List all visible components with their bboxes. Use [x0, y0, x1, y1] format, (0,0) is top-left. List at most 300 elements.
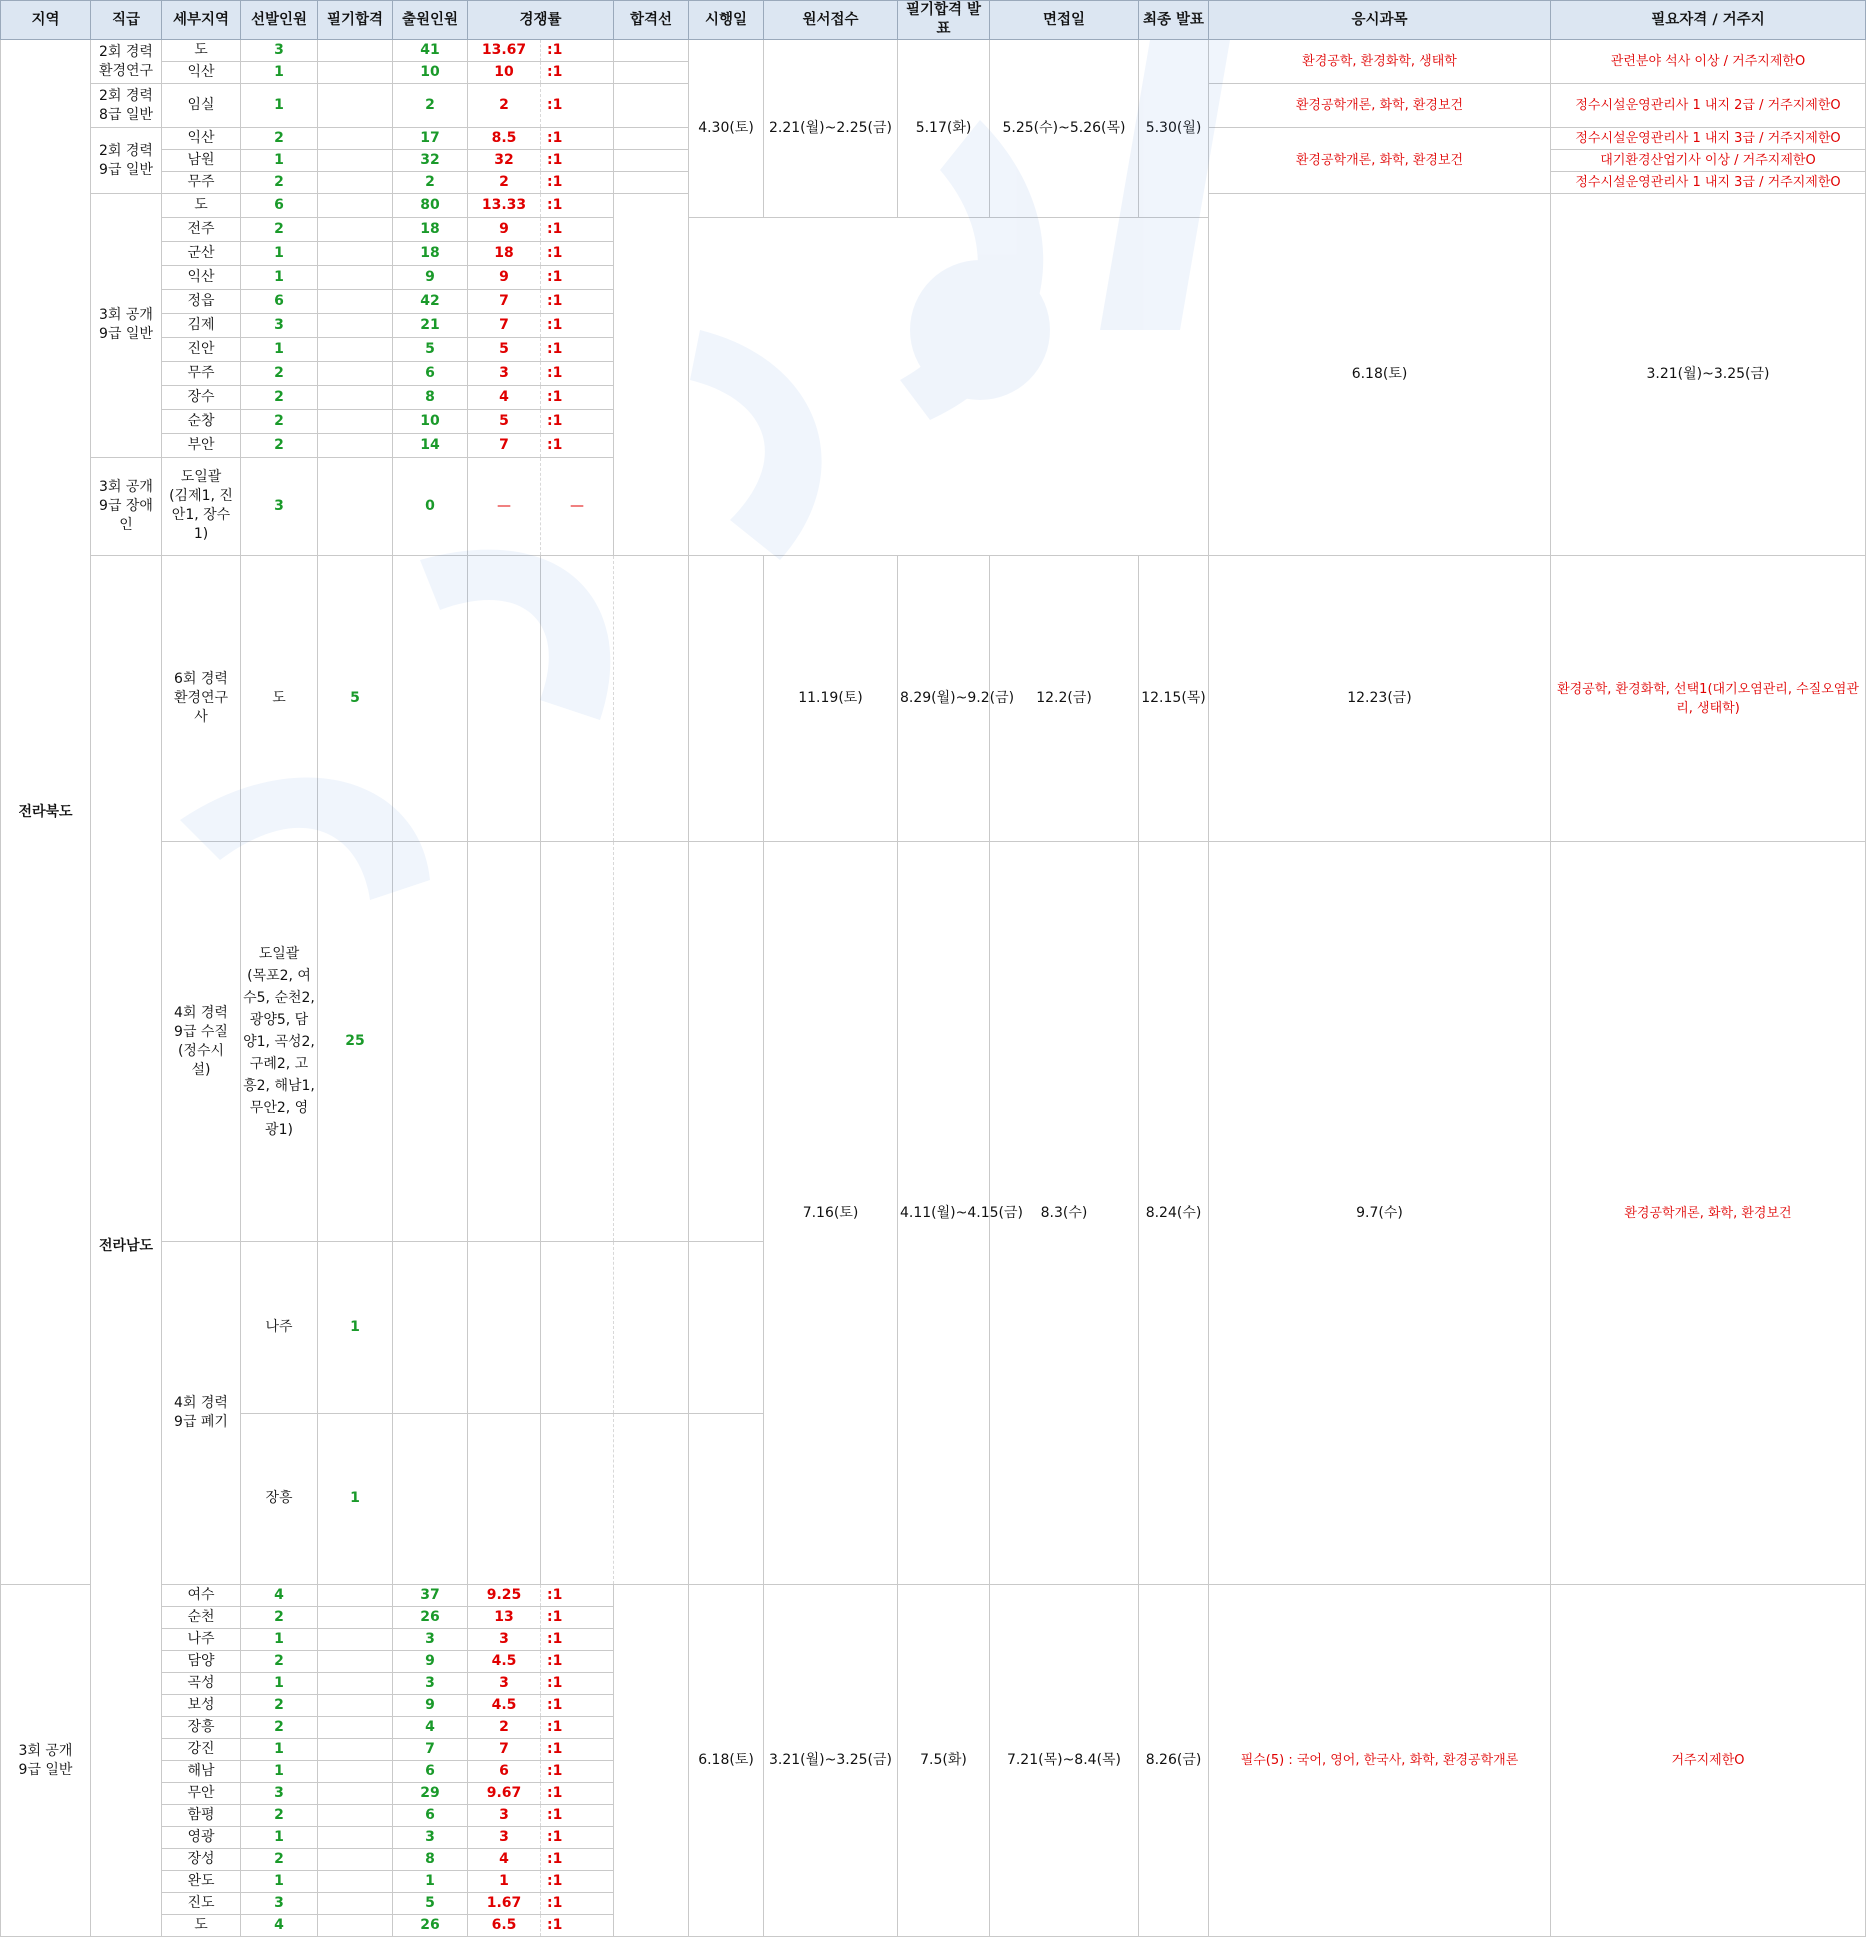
subregion-cell: 무주	[162, 361, 241, 385]
cutoff-cell	[614, 62, 689, 84]
col-header-written-announce: 필기합격 발표	[898, 1, 990, 40]
ratio-cell: 13.67	[468, 40, 541, 62]
ratio-suffix-cell: :1	[541, 289, 614, 313]
rank-cell: 2회 경력 8급 일반	[91, 84, 162, 128]
subjects-cell: 환경공학, 환경화학, 생태학	[1209, 40, 1551, 84]
col-header-competition: 경쟁률	[468, 1, 614, 40]
subregion-cell: 나주	[241, 1242, 318, 1414]
application-cell: 2.21(월)~2.25(금)	[764, 40, 898, 218]
ratio-suffix-cell: :1	[541, 1739, 614, 1761]
rank-cell: 4회 경력 9급 수질 (정수시 설)	[162, 842, 241, 1242]
subregion-cell: 도일괄 (김제1, 진 안1, 장수 1)	[162, 457, 241, 555]
written-pass-cell	[393, 842, 468, 1242]
written-pass-cell	[318, 1607, 393, 1629]
ratio-cell: 7	[468, 433, 541, 457]
selected-cell: 1	[241, 84, 318, 128]
selected-cell: 1	[241, 1629, 318, 1651]
ratio-cell: 7	[468, 313, 541, 337]
table-row	[1, 1585, 1866, 1607]
ratio-suffix-cell: :1	[541, 1915, 614, 1937]
applicants-cell: 9	[393, 1651, 468, 1673]
ratio-cell: 9.25	[468, 1585, 541, 1607]
written-pass-cell	[318, 265, 393, 289]
written-pass-cell	[318, 150, 393, 172]
col-header-selected: 선발인원	[241, 1, 318, 40]
subregion-cell: 해남	[162, 1761, 241, 1783]
written-pass-cell	[318, 1805, 393, 1827]
selected-cell: 2	[241, 128, 318, 150]
cutoff-cell	[614, 1585, 689, 1937]
selected-cell: 1	[241, 150, 318, 172]
ratio-cell: 32	[468, 150, 541, 172]
applicants-cell: 6	[393, 361, 468, 385]
col-header-qualification: 필요자격 / 거주지	[1551, 1, 1866, 40]
application-cell: 3.21(월)~3.25(금)	[1551, 194, 1866, 556]
col-header-interview: 면접일	[990, 1, 1139, 40]
ratio-cell: 9	[468, 217, 541, 241]
ratio-cell: 4.5	[468, 1695, 541, 1717]
subregion-cell: 진도	[162, 1893, 241, 1915]
ratio-suffix-cell: :1	[541, 1673, 614, 1695]
ratio-suffix-cell: :1	[541, 1871, 614, 1893]
ratio-cell: 5	[468, 337, 541, 361]
ratio-cell: 3	[468, 361, 541, 385]
selected-cell: 3	[241, 1893, 318, 1915]
selected-cell: 5	[318, 556, 393, 842]
applicants-cell: 6	[393, 1761, 468, 1783]
ratio-suffix-cell: :1	[541, 1827, 614, 1849]
subregion-cell: 도일괄 (목포2, 여 수5, 순천2, 광양5, 담 양1, 곡성2, 구례2, 고 흥2, 해남1, 무안2, 영 광1)	[241, 842, 318, 1242]
ratio-suffix-cell: :1	[541, 62, 614, 84]
selected-cell: 1	[241, 1827, 318, 1849]
written-pass-cell	[318, 217, 393, 241]
ratio-cell: 1	[468, 1871, 541, 1893]
applicants-cell: 14	[393, 433, 468, 457]
qualification-cell: 정수시설운영관리사 1 내지 2급 / 거주지제한O	[1551, 84, 1866, 128]
written-pass-cell	[318, 1915, 393, 1937]
subregion-cell: 정읍	[162, 289, 241, 313]
applicants-cell: 2	[393, 84, 468, 128]
col-header-application: 원서접수	[764, 1, 898, 40]
ratio-suffix-cell: :1	[541, 1695, 614, 1717]
exam-date-cell: 11.19(토)	[764, 556, 898, 842]
selected-cell: 2	[241, 172, 318, 194]
ratio-suffix-cell: :1	[541, 1651, 614, 1673]
interview-cell: 8.24(수)	[1139, 842, 1209, 1585]
selected-cell: 1	[241, 265, 318, 289]
written-pass-cell	[318, 1651, 393, 1673]
ratio-suffix-cell: :1	[541, 128, 614, 150]
ratio-suffix-cell: :1	[541, 84, 614, 128]
selected-cell: 1	[241, 1739, 318, 1761]
col-header-subjects: 응시과목	[1209, 1, 1551, 40]
applicants-cell	[468, 556, 541, 842]
written-pass-cell	[318, 1585, 393, 1607]
selected-cell: 2	[241, 1607, 318, 1629]
ratio-cell: 13.33	[468, 194, 541, 218]
exam-date-cell: 7.16(토)	[764, 842, 898, 1585]
selected-cell: 1	[241, 1761, 318, 1783]
ratio-cell	[541, 556, 614, 842]
interview-cell: 5.25(수)~5.26(목)	[990, 40, 1139, 218]
applicants-cell: 18	[393, 217, 468, 241]
rank-cell: 3회 공개 9급 일반	[91, 194, 162, 458]
ratio-suffix-cell: :1	[541, 194, 614, 218]
subregion-cell: 익산	[162, 62, 241, 84]
selected-cell: 1	[241, 1871, 318, 1893]
ratio-cell	[541, 1242, 614, 1414]
selected-cell: 2	[241, 433, 318, 457]
subregion-cell: 임실	[162, 84, 241, 128]
ratio-cell	[541, 842, 614, 1242]
ratio-suffix-cell	[614, 556, 689, 842]
cutoff-cell	[689, 842, 764, 1242]
region-cell: 전라북도	[1, 40, 91, 1585]
applicants-cell: 37	[393, 1585, 468, 1607]
ratio-suffix-cell: :1	[541, 1585, 614, 1607]
selected-cell: 1	[241, 337, 318, 361]
final-cell: 8.26(금)	[1139, 1585, 1209, 1937]
cutoff-cell	[614, 172, 689, 194]
written-pass-cell	[318, 1827, 393, 1849]
written-announce-cell: 8.3(수)	[990, 842, 1139, 1585]
final-cell: 9.7(수)	[1209, 842, 1551, 1585]
selected-cell: 3	[241, 313, 318, 337]
selected-cell: 6	[241, 289, 318, 313]
subregion-cell: 강진	[162, 1739, 241, 1761]
ratio-suffix-cell: :1	[541, 40, 614, 62]
written-pass-cell	[318, 1893, 393, 1915]
applicants-cell: 10	[393, 409, 468, 433]
subregion-cell: 도	[241, 556, 318, 842]
ratio-suffix-cell: :1	[541, 385, 614, 409]
rank-cell: 6회 경력 환경연구 사	[162, 556, 241, 842]
written-pass-cell	[318, 385, 393, 409]
written-pass-cell	[318, 1717, 393, 1739]
ratio-cell: 9	[468, 265, 541, 289]
selected-cell: 1	[241, 1673, 318, 1695]
subregion-cell: 익산	[162, 128, 241, 150]
applicants-cell: 26	[393, 1607, 468, 1629]
ratio-cell: 4	[468, 385, 541, 409]
exam-date-cell: 6.18(토)	[1209, 194, 1551, 556]
col-header-applicants: 출원인원	[393, 1, 468, 40]
region-cell: 전라남도	[91, 556, 162, 1937]
written-pass-cell	[318, 172, 393, 194]
cutoff-cell	[689, 1413, 764, 1585]
subregion-cell: 익산	[162, 265, 241, 289]
subjects-cell: 환경공학, 환경화학, 선택1(대기오염관리, 수질오염관리, 생태학)	[1551, 556, 1866, 842]
written-pass-cell	[318, 1739, 393, 1761]
col-header-subregion: 세부지역	[162, 1, 241, 40]
applicants-cell: 17	[393, 128, 468, 150]
written-pass-cell	[318, 1695, 393, 1717]
rank-cell: 3회 공개 9급 일반	[1, 1585, 91, 1937]
written-pass-cell	[318, 241, 393, 265]
subregion-cell: 나주	[162, 1629, 241, 1651]
ratio-cell	[541, 1413, 614, 1585]
qualification-cell: 정수시설운영관리사 1 내지 3급 / 거주지제한O	[1551, 128, 1866, 150]
subregion-cell: 장성	[162, 1849, 241, 1871]
ratio-cell: 2	[468, 84, 541, 128]
cutoff-cell	[614, 84, 689, 128]
subregion-cell: 순창	[162, 409, 241, 433]
subregion-cell: 도	[162, 1915, 241, 1937]
rank-cell: 2회 경력 9급 일반	[91, 128, 162, 194]
application-cell: 8.29(월)~9.2(금)	[898, 556, 990, 842]
subregion-cell: 부안	[162, 433, 241, 457]
col-header-rank: 직급	[91, 1, 162, 40]
written-pass-cell	[318, 337, 393, 361]
table-row	[1, 556, 1866, 842]
ratio-cell: 9.67	[468, 1783, 541, 1805]
subregion-cell: 영광	[162, 1827, 241, 1849]
header-row	[1, 1, 1866, 40]
selected-cell: 2	[241, 1805, 318, 1827]
applicants-cell: 80	[393, 194, 468, 218]
applicants-cell	[468, 842, 541, 1242]
subregion-cell: 김제	[162, 313, 241, 337]
written-pass-cell	[318, 40, 393, 62]
interview-cell: 12.15(목)	[1139, 556, 1209, 842]
subregion-cell: 장흥	[162, 1717, 241, 1739]
final-cell: 12.23(금)	[1209, 556, 1551, 842]
written-pass-cell	[318, 361, 393, 385]
applicants-cell: 1	[393, 1871, 468, 1893]
ratio-cell: 2	[468, 1717, 541, 1739]
subregion-cell: 군산	[162, 241, 241, 265]
written-announce-cell: 12.2(금)	[990, 556, 1139, 842]
subjects-cell: 환경공학개론, 화학, 환경보건	[1551, 842, 1866, 1585]
written-pass-cell	[393, 1242, 468, 1414]
ratio-suffix-cell	[614, 842, 689, 1242]
ratio-suffix-cell: :1	[541, 1629, 614, 1651]
selected-cell: 2	[241, 361, 318, 385]
applicants-cell: 6	[393, 1805, 468, 1827]
final-cell: 5.30(월)	[1139, 40, 1209, 218]
selected-cell: 4	[241, 1915, 318, 1937]
written-pass-cell	[318, 1761, 393, 1783]
subregion-cell: 도	[162, 194, 241, 218]
written-announce-cell: 5.17(화)	[898, 40, 990, 218]
ratio-suffix-cell: :1	[541, 1717, 614, 1739]
applicants-cell	[468, 1242, 541, 1414]
ratio-cell: 3	[468, 1629, 541, 1651]
written-pass-cell	[318, 409, 393, 433]
ratio-suffix-cell: :1	[541, 361, 614, 385]
ratio-cell: 18	[468, 241, 541, 265]
applicants-cell: 3	[393, 1629, 468, 1651]
ratio-suffix-cell: :1	[541, 433, 614, 457]
subregion-cell: 무안	[162, 1783, 241, 1805]
written-announce-cell: 7.5(화)	[898, 1585, 990, 1937]
written-pass-cell	[318, 1673, 393, 1695]
rank-cell: 2회 경력 환경연구	[91, 40, 162, 84]
ratio-cell: 10	[468, 62, 541, 84]
cutoff-cell	[689, 1242, 764, 1414]
subregion-cell: 진안	[162, 337, 241, 361]
ratio-suffix-cell: :1	[541, 1607, 614, 1629]
col-header-cutoff: 합격선	[614, 1, 689, 40]
ratio-cell: 13	[468, 1607, 541, 1629]
selected-cell: 2	[241, 385, 318, 409]
applicants-cell: 9	[393, 1695, 468, 1717]
ratio-cell: —	[468, 457, 541, 555]
written-pass-cell	[318, 62, 393, 84]
application-cell: 4.11(월)~4.15(금)	[898, 842, 990, 1585]
subregion-cell: 완도	[162, 1871, 241, 1893]
ratio-cell: 3	[468, 1673, 541, 1695]
selected-cell: 1	[241, 241, 318, 265]
applicants-cell: 10	[393, 62, 468, 84]
written-pass-cell	[393, 1413, 468, 1585]
written-pass-cell	[318, 1783, 393, 1805]
cutoff-cell	[614, 40, 689, 62]
written-pass-cell	[318, 289, 393, 313]
table-row	[1, 842, 1866, 1242]
selected-cell: 2	[241, 409, 318, 433]
subregion-cell: 장흥	[241, 1413, 318, 1585]
applicants-cell: 32	[393, 150, 468, 172]
ratio-suffix-cell: :1	[541, 172, 614, 194]
selected-cell: 3	[241, 1783, 318, 1805]
table-row	[1, 40, 1866, 62]
ratio-cell: 6.5	[468, 1915, 541, 1937]
selected-cell: 1	[241, 62, 318, 84]
ratio-suffix-cell: :1	[541, 241, 614, 265]
applicants-cell: 9	[393, 265, 468, 289]
ratio-cell: 2	[468, 172, 541, 194]
qualification-cell: 정수시설운영관리사 1 내지 3급 / 거주지제한O	[1551, 172, 1866, 194]
selected-cell: 25	[318, 842, 393, 1242]
selected-cell: 2	[241, 1717, 318, 1739]
ratio-suffix-cell: :1	[541, 150, 614, 172]
application-cell: 3.21(월)~3.25(금)	[764, 1585, 898, 1937]
ratio-cell: 7	[468, 1739, 541, 1761]
ratio-suffix-cell: —	[541, 457, 614, 555]
ratio-suffix-cell	[614, 1413, 689, 1585]
subregion-cell: 도	[162, 40, 241, 62]
ratio-cell: 4	[468, 1849, 541, 1871]
applicants-cell: 21	[393, 313, 468, 337]
subregion-cell: 순천	[162, 1607, 241, 1629]
applicants-cell: 3	[393, 1673, 468, 1695]
qualification-cell: 관련분야 석사 이상 / 거주지제한O	[1551, 40, 1866, 84]
rank-cell: 3회 공개 9급 장애 인	[91, 457, 162, 555]
ratio-cell: 7	[468, 289, 541, 313]
selected-cell: 4	[241, 1585, 318, 1607]
written-pass-cell	[318, 128, 393, 150]
ratio-suffix-cell: :1	[541, 1761, 614, 1783]
ratio-suffix-cell: :1	[541, 337, 614, 361]
applicants-cell: 5	[393, 1893, 468, 1915]
qualification-cell: 거주지제한O	[1551, 1585, 1866, 1937]
subregion-cell: 여수	[162, 1585, 241, 1607]
subregion-cell: 전주	[162, 217, 241, 241]
ratio-suffix-cell: :1	[541, 1783, 614, 1805]
ratio-cell: 8.5	[468, 128, 541, 150]
subregion-cell: 보성	[162, 1695, 241, 1717]
exam-date-cell: 6.18(토)	[689, 1585, 764, 1937]
applicants-cell: 8	[393, 1849, 468, 1871]
exam-date-cell: 4.30(토)	[689, 40, 764, 218]
qualification-cell: 대기환경산업기사 이상 / 거주지제한O	[1551, 150, 1866, 172]
applicants-cell	[468, 1413, 541, 1585]
ratio-cell: 3	[468, 1827, 541, 1849]
selected-cell: 3	[241, 40, 318, 62]
applicants-cell: 29	[393, 1783, 468, 1805]
written-pass-cell	[318, 194, 393, 218]
written-pass-cell	[318, 1849, 393, 1871]
applicants-cell: 41	[393, 40, 468, 62]
selected-cell: 2	[241, 1651, 318, 1673]
applicants-cell: 0	[393, 457, 468, 555]
applicants-cell: 5	[393, 337, 468, 361]
written-pass-cell	[318, 1629, 393, 1651]
rank-cell: 4회 경력 9급 폐기	[162, 1242, 241, 1585]
ratio-cell: 3	[468, 1805, 541, 1827]
ratio-suffix-cell: :1	[541, 1893, 614, 1915]
applicants-cell: 26	[393, 1915, 468, 1937]
ratio-suffix-cell: :1	[541, 313, 614, 337]
selected-cell: 1	[318, 1413, 393, 1585]
applicants-cell: 2	[393, 172, 468, 194]
written-pass-cell	[318, 84, 393, 128]
ratio-suffix-cell: :1	[541, 1849, 614, 1871]
col-header-final: 최종 발표	[1139, 1, 1209, 40]
ratio-cell: 6	[468, 1761, 541, 1783]
ratio-cell: 1.67	[468, 1893, 541, 1915]
col-header-region: 지역	[1, 1, 91, 40]
ratio-suffix-cell: :1	[541, 409, 614, 433]
ratio-suffix-cell	[614, 1242, 689, 1414]
selected-cell: 2	[241, 217, 318, 241]
selected-cell: 2	[241, 1695, 318, 1717]
applicants-cell: 3	[393, 1827, 468, 1849]
written-pass-cell	[318, 457, 393, 555]
applicants-cell: 8	[393, 385, 468, 409]
subregion-cell: 남원	[162, 150, 241, 172]
cutoff-cell	[614, 194, 689, 556]
subjects-cell: 환경공학개론, 화학, 환경보건	[1209, 128, 1551, 194]
applicants-cell: 4	[393, 1717, 468, 1739]
ratio-suffix-cell: :1	[541, 217, 614, 241]
ratio-cell: 5	[468, 409, 541, 433]
applicants-cell: 18	[393, 241, 468, 265]
selected-cell: 6	[241, 194, 318, 218]
subjects-cell: 필수(5) : 국어, 영어, 한국사, 화학, 환경공학개론	[1209, 1585, 1551, 1937]
interview-cell: 7.21(목)~8.4(목)	[990, 1585, 1139, 1937]
cutoff-cell	[689, 556, 764, 842]
col-header-exam-date: 시행일	[689, 1, 764, 40]
written-pass-cell	[318, 313, 393, 337]
ratio-cell: 4.5	[468, 1651, 541, 1673]
selected-cell: 2	[241, 1849, 318, 1871]
cutoff-cell	[614, 128, 689, 150]
subregion-cell: 함평	[162, 1805, 241, 1827]
subjects-cell: 환경공학개론, 화학, 환경보건	[1209, 84, 1551, 128]
selected-cell: 1	[318, 1242, 393, 1414]
cutoff-cell	[614, 150, 689, 172]
written-pass-cell	[393, 556, 468, 842]
written-pass-cell	[318, 1871, 393, 1893]
applicants-cell: 7	[393, 1739, 468, 1761]
subregion-cell: 무주	[162, 172, 241, 194]
applicants-cell: 42	[393, 289, 468, 313]
ratio-suffix-cell: :1	[541, 1805, 614, 1827]
subregion-cell: 곡성	[162, 1673, 241, 1695]
subregion-cell: 담양	[162, 1651, 241, 1673]
